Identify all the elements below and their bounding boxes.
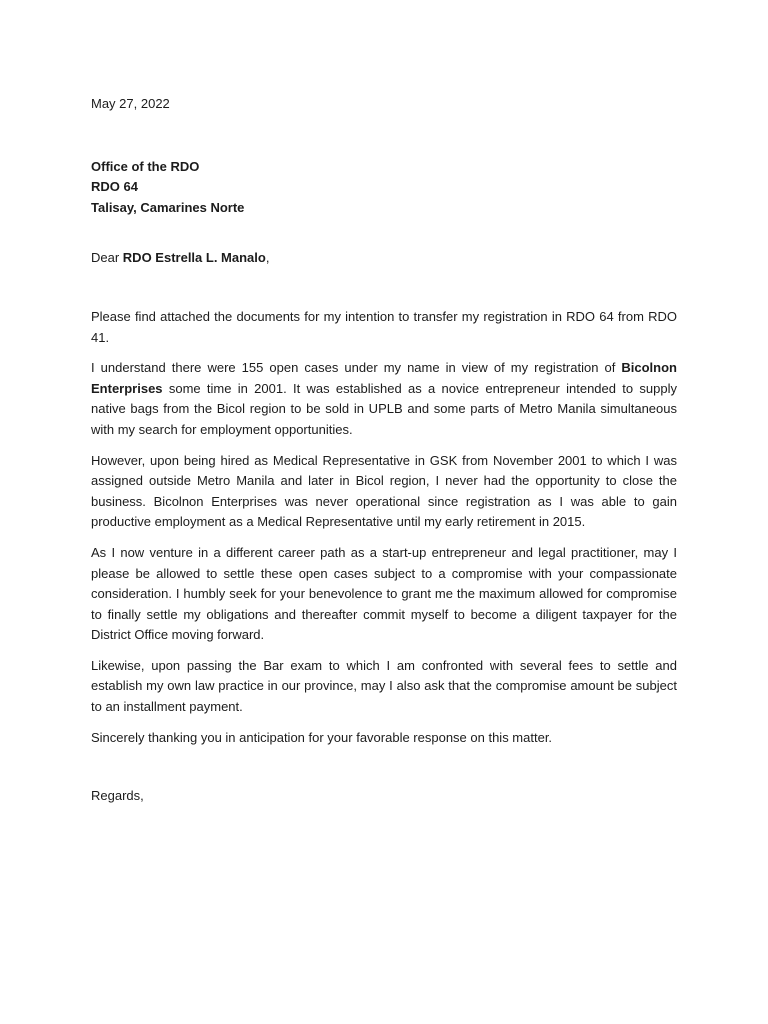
salutation-suffix: ,	[265, 250, 270, 266]
paragraph-2	[91, 358, 677, 440]
paragraph-2-end: some time in 2001. It was established as a novice entrepreneur intended to supply native bags from the Bicol region to be sold in UPLB and some parts of Metro Manila simultaneous with my search for employment opportunities.	[91, 380, 677, 437]
paragraph-3: However, upon being hired as Medical Representative in GSK from November 2001 to which I was assigned outside Metro Manila and later in Bicol region, I never had the opportunity to close the business. Bicolnon Enterprises was never operational since registration as I was able to gain productive employment as a Medical Representative until my early retirement in 2015.	[91, 452, 677, 530]
closing: Regards,	[91, 788, 144, 804]
recipient-address	[91, 157, 677, 219]
paragraph-2-start: I understand there were 155 open cases under my name in view of my registration of	[91, 360, 622, 376]
letter-body	[91, 307, 677, 748]
paragraph-6: Sincerely thanking you in anticipation for your favorable response on this matter.	[91, 729, 553, 745]
salutation-prefix: Dear	[91, 250, 123, 266]
salutation-name: RDO Estrella L. Manalo	[122, 250, 266, 266]
business-name: Bicolnon Enterprises	[91, 360, 677, 396]
address-line-location: Talisay, Camarines Norte	[91, 199, 245, 215]
address-line-office: Office of the RDO	[91, 158, 200, 174]
paragraph-4: As I now venture in a different career path as a start-up entrepreneur and legal practitioner, may I please be allowed to settle these open cases subject to a compromise with your compassionate consideration. I humbly seek for your benevolence to grant me the maximum allowed for compromise to finally settle my obligations and thereafter commit myself to become a diligent taxpayer for the District Office moving forward.	[91, 544, 677, 643]
letter-date: May 27, 2022	[91, 96, 170, 111]
paragraph-1: Please find attached the documents for my intention to transfer my registration in RDO 64 from RDO 41.	[91, 308, 677, 345]
salutation	[91, 248, 677, 269]
paragraph-5: Likewise, upon passing the Bar exam to which I am confronted with several fees to settle and establish my own law practice in our province, may I also ask that the compromise amount be subject to an installment payment.	[91, 657, 677, 715]
address-line-rdo: RDO 64	[91, 179, 138, 195]
